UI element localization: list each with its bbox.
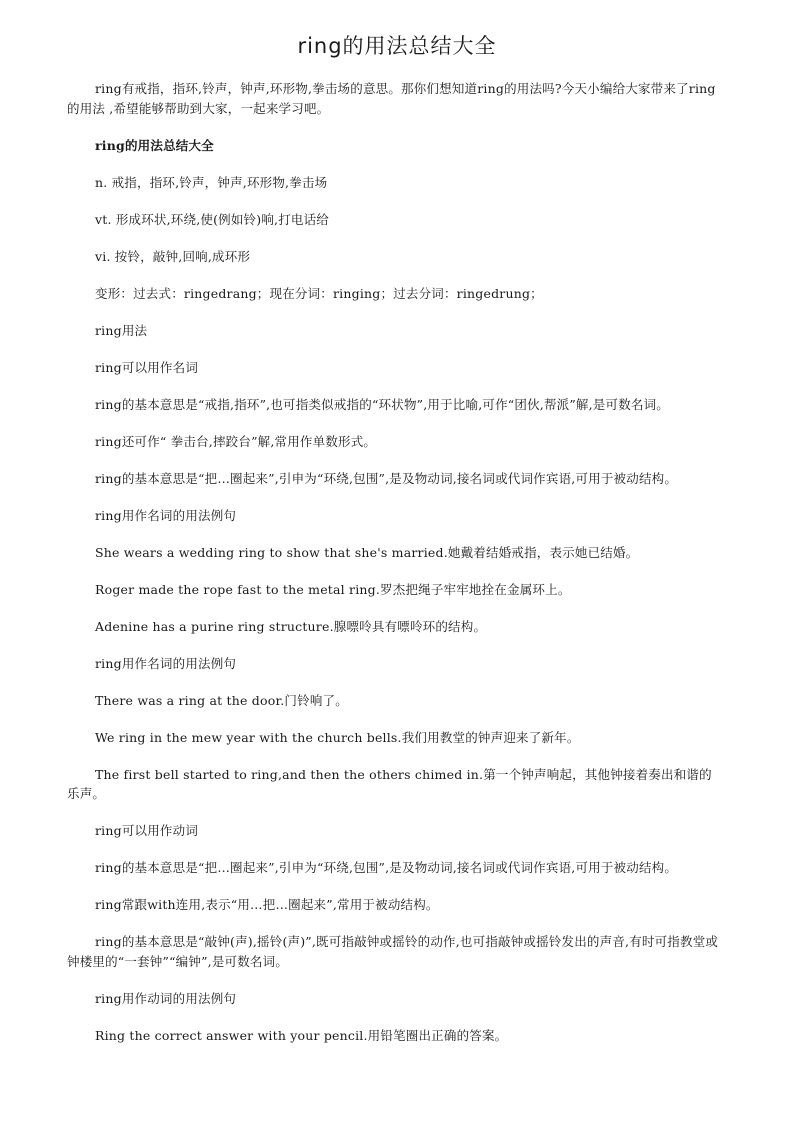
noun-boxing-ring-paragraph: ring还可作“ 拳击台,摔跤台”解,常用作单数形式。 [95, 433, 377, 449]
verb-meaning-paragraph: ring的基本意思是“把…圈起来”,引申为“环绕,包围”,是及物动词,接名词或代词作宾语,可用于被动结构。 [95, 470, 678, 486]
example-sentence: She wears a wedding ring to show that she's married.她戴着结婚戒指，表示她已结婚。 [95, 544, 639, 560]
example-sentence: There was a ring at the door.门铃响了。 [95, 692, 348, 708]
inflections: 变形：过去式：ringedrang；现在分词：ringing；过去分词：ringedrung； [95, 285, 543, 301]
noun-meaning-paragraph: ring的基本意思是“戒指,指环”,也可指类似戒指的“环状物”,用于比喻,可作“团伙,帮派”解,是可数名词。 [95, 396, 670, 412]
usage-heading: ring用法 [95, 322, 148, 338]
noun-examples-heading: ring用作名词的用法例句 [95, 507, 237, 523]
noun-examples-heading: ring用作名词的用法例句 [95, 655, 237, 671]
page-title: ring的用法总结大全 [297, 34, 497, 58]
intro-paragraph: ring有戒指，指环,铃声，钟声,环形物,拳击场的意思。那你们想知道ring的用法吗?今天小编给大家带来了ring的用法 ,希望能够帮助到大家，一起来学习吧。 [67, 81, 716, 116]
example-sentence: Ring the correct answer with your pencil.用铅笔圈出正确的答案。 [95, 1027, 508, 1043]
verb-with-paragraph: ring常跟with连用,表示“用…把…圈起来”,常用于被动结构。 [95, 897, 439, 912]
document-body [67, 79, 723, 1063]
noun-usage-heading: ring可以用作名词 [95, 359, 199, 375]
verb-examples-heading: ring用作动词的用法例句 [95, 990, 237, 1006]
bell-meaning-paragraph: ring的基本意思是“敲钟(声),摇铃(声)”,既可指敲钟或摇铃的动作,也可指敲钟或摇铃发出的声音,有时可指教堂或钟楼里的“一套钟”“编钟”,是可数名词。 [67, 934, 719, 969]
example-sentence: The first bell started to ring,and then the others chimed in.第一个钟声响起，其他钟接着奏出和谐的乐声。 [67, 766, 712, 801]
verb-usage-heading: ring可以用作动词 [95, 823, 199, 838]
example-sentence: Roger made the rope fast to the metal ring.罗杰把绳子牢牢地拴在金属环上。 [95, 581, 571, 597]
verb-meaning-paragraph: ring的基本意思是“把…圈起来”,引申为“环绕,包围”,是及物动词,接名词或代词作宾语,可用于被动结构。 [95, 860, 678, 875]
example-sentence: We ring in the mew year with the church bells.我们用教堂的钟声迎来了新年。 [95, 729, 580, 745]
section-heading: ring的用法总结大全 [95, 137, 214, 153]
noun-definition: n. 戒指，指环,铃声，钟声,环形物,拳击场 [95, 174, 328, 190]
example-sentence: Adenine has a purine ring structure.腺嘌呤具有嘌呤环的结构。 [95, 618, 487, 634]
transitive-verb-definition: vt. 形成环状,环绕,使(例如铃)响,打电话给 [95, 211, 330, 227]
intransitive-verb-definition: vi. 按铃，敲钟,回响,成环形 [95, 248, 251, 264]
